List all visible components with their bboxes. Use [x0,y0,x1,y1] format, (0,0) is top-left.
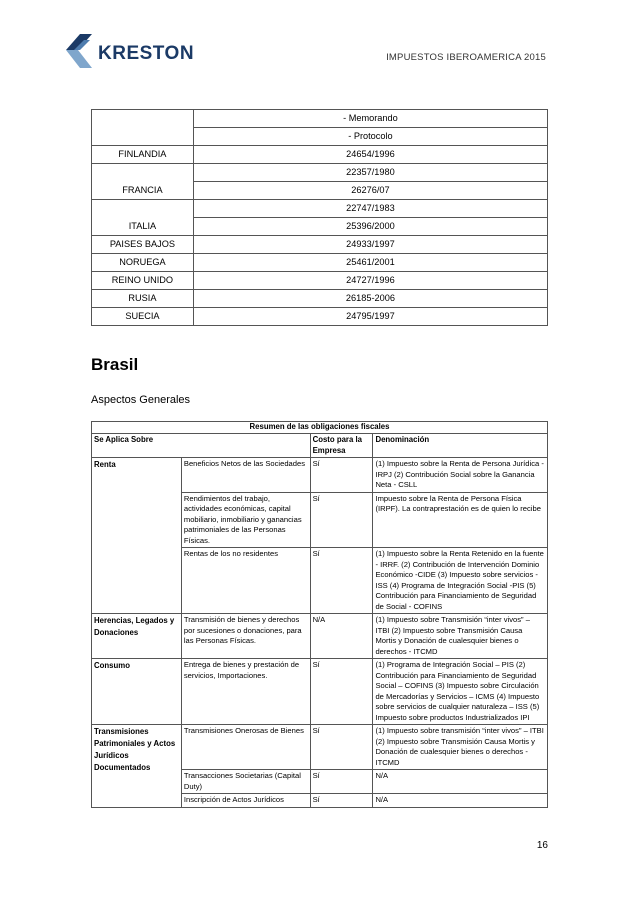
treaty-cell: 24933/1997 [193,236,547,254]
category-cell: Herencias, Legados y Donaciones [92,614,182,659]
table-row [92,164,548,182]
table-row [92,290,548,308]
cost-cell: Sí [310,458,373,493]
item-cell: Transmisión de bienes y derechos por sucesiones o donaciones, para las Personas Físicas. [181,614,310,659]
treaty-cell: 22357/1980 [193,164,547,182]
item-cell: Inscripción de Actos Jurídicos [181,794,310,808]
country-cell: NORUEGA [92,254,194,272]
treaty-table [91,109,548,326]
country-cell: RUSIA [92,290,194,308]
table-row [92,272,548,290]
cost-cell: Sí [310,794,373,808]
section-subtitle: Aspectos Generales [91,394,191,406]
name-cell: (1) Impuesto sobre la Renta de Persona Jurídica -IRPJ (2) Contribución Social sobre la Ganancia Neta - CSLL [373,458,548,493]
name-cell: (1) Programa de Integración Social – PIS (2) Contribución para Financiamiento de Seguridad Social – COFINS (3) Impuesto sobre Circulación de Mercadorías y Servicios – ICMS (4) Impuesto sobre servicios de cualquier naturaleza – ISS (5) Impuesto sobre productos Industrializados IPI [373,659,548,725]
logo-text: KRESTON [98,43,195,64]
cost-cell: Sí [310,492,373,548]
treaty-cell: - Protocolo [193,128,547,146]
category-cell: Consumo [92,659,182,725]
item-cell: Transmisiones Onerosas de Bienes [181,725,310,770]
treaty-cell: - Memorando [193,110,547,128]
table-row [92,110,548,128]
country-cell: FINLANDIA [92,146,194,164]
cost-cell: N/A [310,614,373,659]
table-row [92,659,548,725]
page-number: 16 [536,840,548,851]
cost-cell: Sí [310,659,373,725]
cost-cell: Sí [310,770,373,794]
table-row [92,725,548,770]
table-row [92,458,548,493]
category-cell: Transmisiones Patrimoniales y Actos Jurídicos Documentados [92,725,182,808]
treaty-cell: 25461/2001 [193,254,547,272]
table-title-row [92,422,548,434]
country-cell: ITALIA [92,200,194,236]
header-name: Denominación [373,434,548,458]
treaty-cell: 25396/2000 [193,218,547,236]
treaty-cell: 26185-2006 [193,290,547,308]
table-row [92,146,548,164]
treaty-cell: 26276/07 [193,182,547,200]
table-row [92,254,548,272]
treaty-cell: 24654/1996 [193,146,547,164]
item-cell: Transacciones Societarias (Capital Duty) [181,770,310,794]
table-title: Resumen de las obligaciones fiscales [92,422,548,434]
country-cell: REINO UNIDO [92,272,194,290]
table-row [92,308,548,326]
header-title: IMPUESTOS IBEROAMERICA 2015 [386,52,546,63]
treaty-cell: 24727/1996 [193,272,547,290]
name-cell: (1) Impuesto sobre transmisión “inter vivos” – ITBI (2) Impuesto sobre Transmisión Causa Mortis y Donación de cualesquier bienes o derechos - ITCMD [373,725,548,770]
table-row [92,614,548,659]
country-cell: SUECIA [92,308,194,326]
country-cell [92,110,194,146]
section-title: Brasil [91,355,139,374]
header-applies: Se Aplica Sobre [92,434,311,458]
item-cell: Entrega de bienes y prestación de servicios, Importaciones. [181,659,310,725]
obligations-table [91,421,548,808]
item-cell: Rendimientos del trabajo, actividades económicas, capital mobiliario, inmobiliario y ganancias patrimoniales de las Personas Físicas. [181,492,310,548]
table-row [92,236,548,254]
country-cell: FRANCIA [92,164,194,200]
name-cell: Impuesto sobre la Renta de Persona Física (IRPF). La contraprestación es de quien lo recibe [373,492,548,548]
name-cell: (1) Impuesto sobre la Renta Retenido en la fuente - IRRF. (2) Contribución de Intervención Dominio Económico -CIDE (3) Impuesto sobre servicios - ISS (4) Programa de Integración Social -PIS (5) Contribución para Financiamiento de Seguridad de Social - COFINS [373,548,548,614]
cost-cell: Sí [310,725,373,770]
category-cell: Renta [92,458,182,614]
treaty-cell: 24795/1997 [193,308,547,326]
table-header-row [92,434,548,458]
item-cell: Beneficios Netos de las Sociedades [181,458,310,493]
treaty-cell: 22747/1983 [193,200,547,218]
name-cell: (1) Impuesto sobre Transmisión “inter vivos” – ITBI (2) Impuesto sobre Transmisión Causa Mortis y Donación de cualesquier bienes o derechos - ITCMD [373,614,548,659]
table-row [92,200,548,218]
header-cost: Costo para la Empresa [310,434,373,458]
name-cell: N/A [373,794,548,808]
name-cell: N/A [373,770,548,794]
country-cell: PAISES BAJOS [92,236,194,254]
item-cell: Rentas de los no residentes [181,548,310,614]
cost-cell: Sí [310,548,373,614]
